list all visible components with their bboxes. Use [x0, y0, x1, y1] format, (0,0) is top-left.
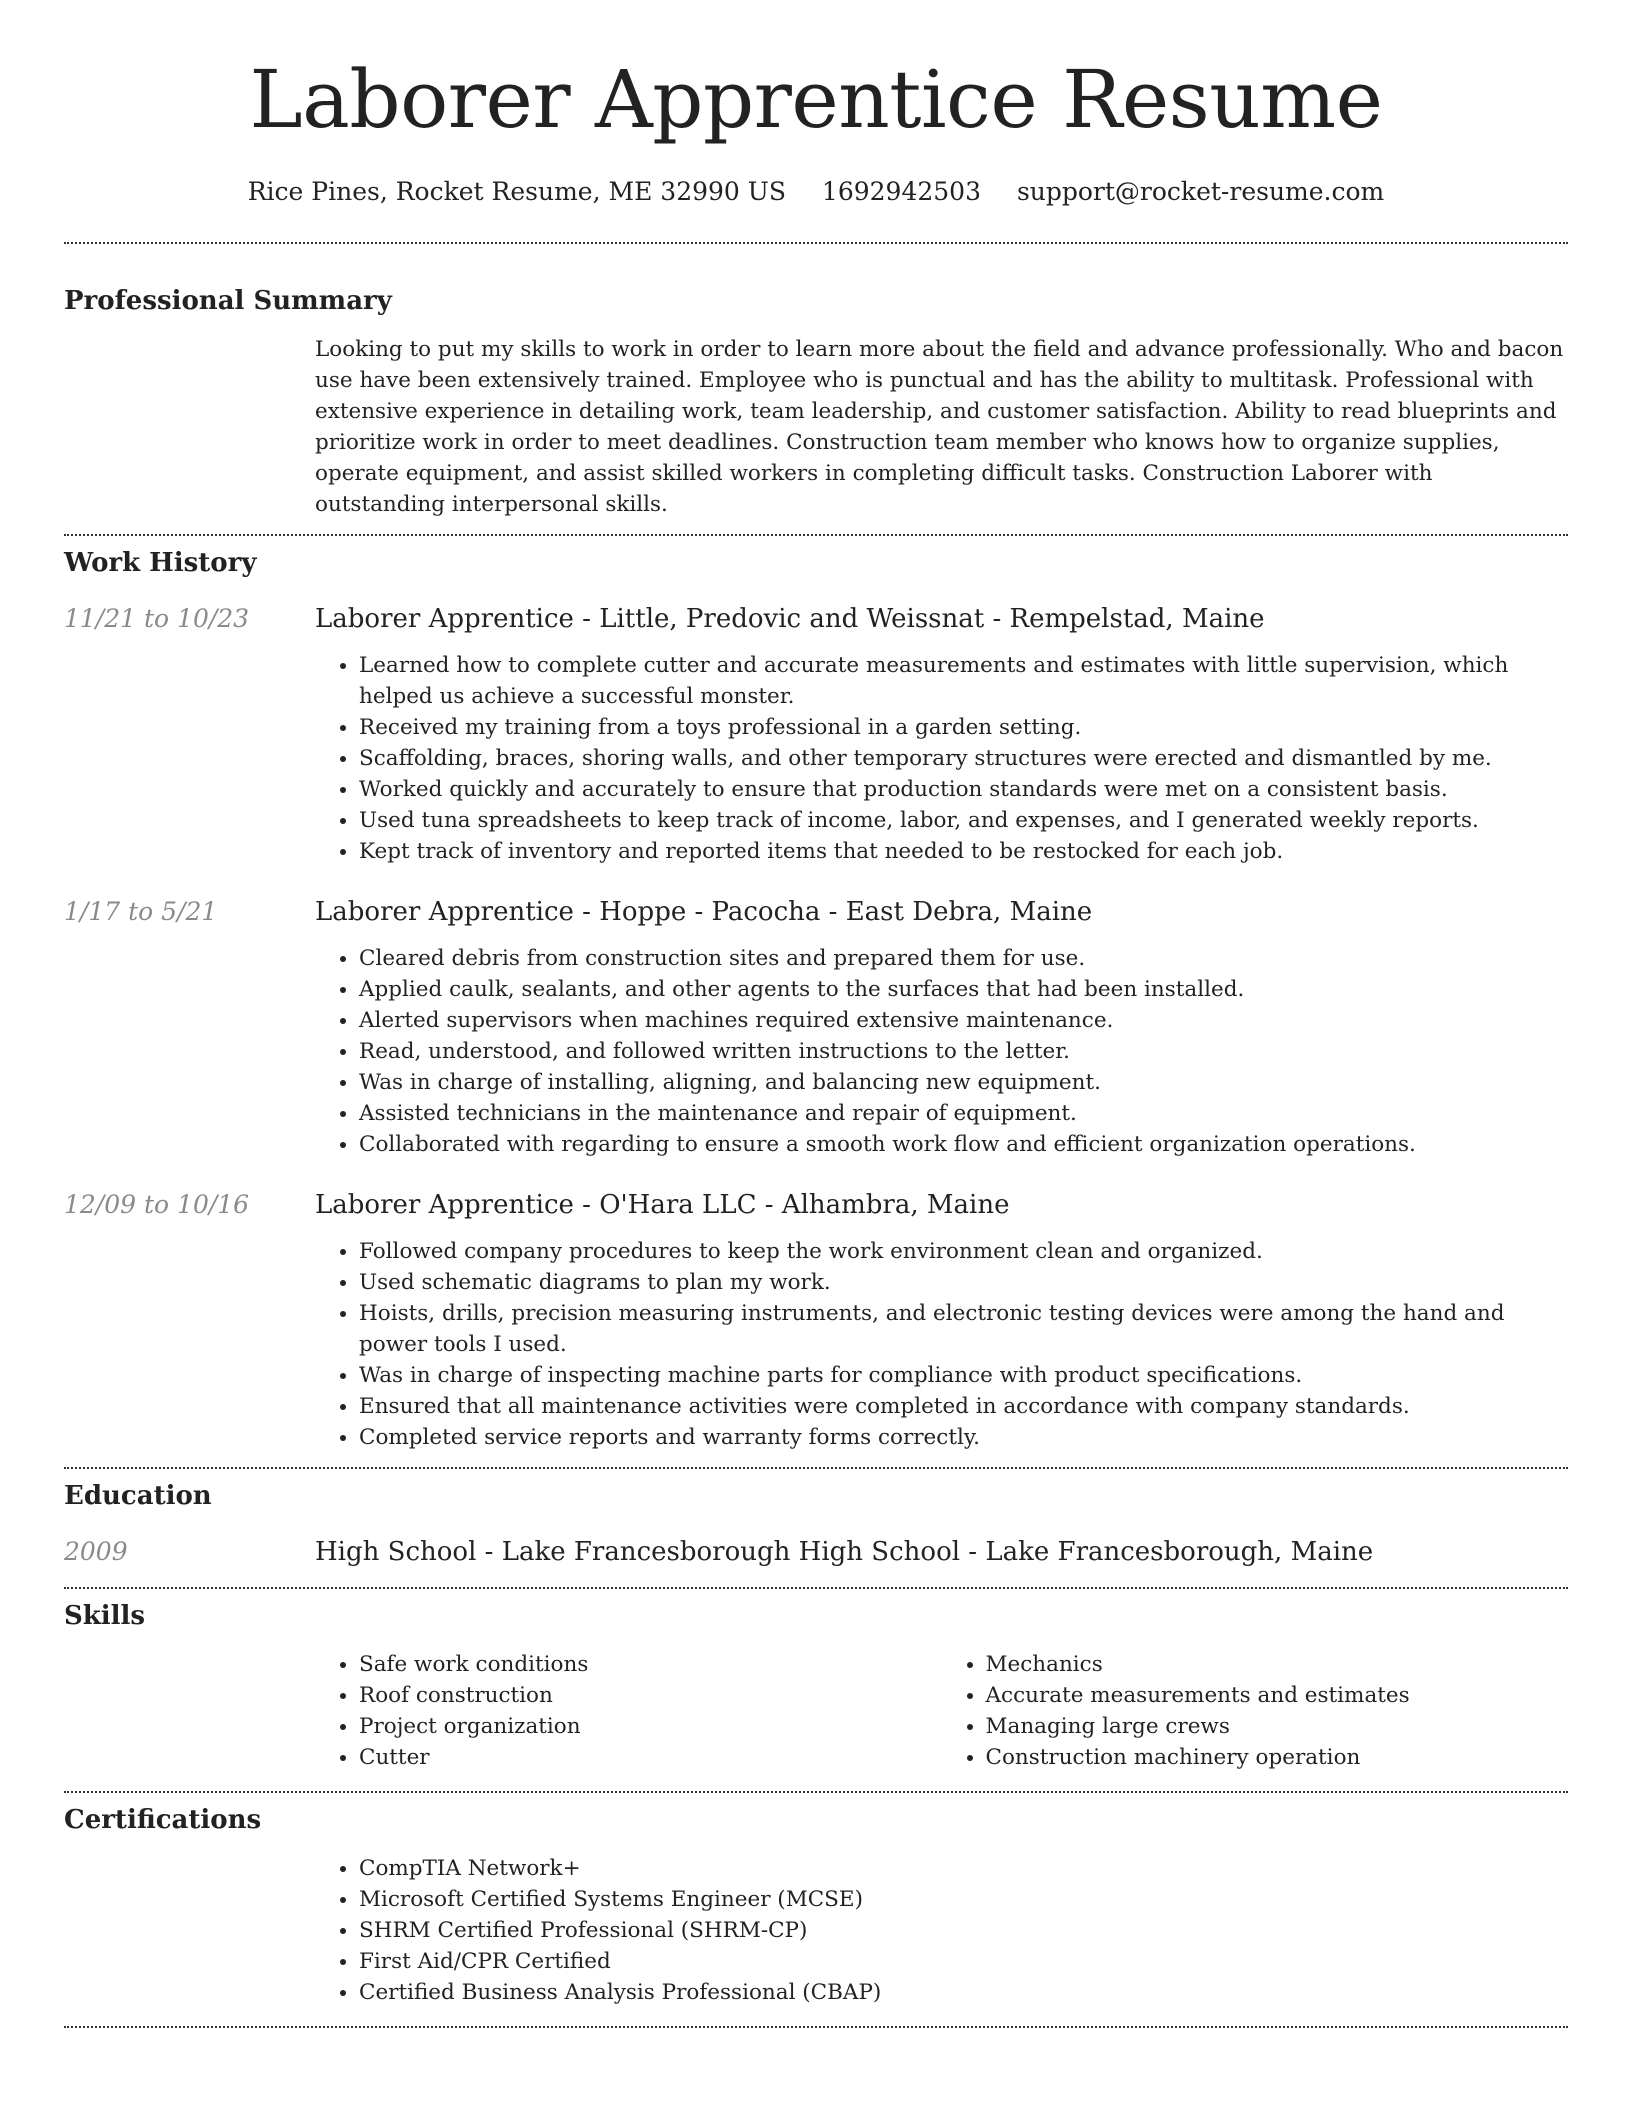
job-bullets: [315, 1236, 1568, 1453]
job-entry: [64, 602, 1568, 867]
list-item: • Completed service reports and warranty forms correctly.: [359, 1422, 1568, 1453]
list-item: • Scaffolding, braces, shoring walls, and other temporary structures were erected and dismantled by me.: [359, 743, 1568, 774]
skills-column-2: [942, 1649, 1569, 1773]
list-item: • Certified Business Analysis Professional (CBAP): [359, 1977, 1568, 2008]
list-item: • SHRM Certified Professional (SHRM-CP): [359, 1915, 1568, 1946]
divider: [64, 534, 1568, 536]
list-item: • Safe work conditions: [359, 1649, 942, 1680]
list-item: • CompTIA Network+: [359, 1853, 1568, 1884]
list-item: • Worked quickly and accurately to ensure that production standards were met on a consistent basis.: [359, 774, 1568, 805]
section-title-certifications: Certifications: [64, 1805, 262, 1835]
list-item: • Roof construction: [359, 1680, 942, 1711]
education-year: 2009: [64, 1537, 128, 1566]
list-item: • Cutter: [359, 1742, 942, 1773]
list-item: • Used tuna spreadsheets to keep track of income, labor, and expenses, and I generated weekly reports.: [359, 805, 1568, 836]
divider: [64, 2026, 1568, 2028]
job-dates: 11/21 to 10/23: [64, 604, 250, 633]
list-item: • Was in charge of installing, aligning, and balancing new equipment.: [359, 1067, 1568, 1098]
certifications-list: [315, 1853, 1568, 2008]
education-section: [64, 1479, 1568, 1569]
list-item: • Learned how to complete cutter and accurate measurements and estimates with little supervision, which helped us achieve a successful monster.: [359, 650, 1568, 712]
contact-phone: 1692942503: [821, 177, 981, 206]
job-title: Laborer Apprentice - O'Hara LLC - Alhambra, Maine: [315, 1190, 1010, 1220]
list-item: • Mechanics: [986, 1649, 1569, 1680]
divider: [64, 1587, 1568, 1589]
skills-section: [64, 1599, 1568, 1773]
list-item: • Ensured that all maintenance activities were completed in accordance with company standards.: [359, 1391, 1568, 1422]
job-bullets: [315, 650, 1568, 867]
summary-text: Looking to put my skills to work in order to learn more about the field and advance professionally. Who and bacon use have been extensively trained. Employee who is punctual and has the ability to multitask. Professional with extensive experience in detailing work, team leadership, and customer satisfaction. Ability to read blueprints and prioritize work in order to meet deadlines. Construction team member who knows how to organize supplies, operate equipment, and assist skilled workers in completing difficult tasks. Construction Laborer with outstanding interpersonal skills.: [315, 337, 1564, 517]
skills-column-1: [315, 1649, 942, 1773]
job-entry: [64, 1188, 1568, 1453]
list-item: • Project organization: [359, 1711, 942, 1742]
section-title-skills: Skills: [64, 1601, 146, 1631]
list-item: • Kept track of inventory and reported items that needed to be restocked for each job.: [359, 836, 1568, 867]
section-title-work: Work History: [64, 548, 257, 578]
job-dates: 1/17 to 5/21: [64, 897, 218, 926]
skills-grid: [315, 1649, 1568, 1773]
list-item: • Hoists, drills, precision measuring instruments, and electronic testing devices were among the hand and power tools I used.: [359, 1298, 1568, 1360]
divider: [64, 242, 1568, 244]
list-item: • Alerted supervisors when machines required extensive maintenance.: [359, 1005, 1568, 1036]
work-section: [64, 546, 1568, 1453]
list-item: • Received my training from a toys professional in a garden setting.: [359, 712, 1568, 743]
education-entry: [64, 1535, 1568, 1569]
education-detail: High School - Lake Francesborough High School - Lake Francesborough, Maine: [315, 1537, 1374, 1567]
resume-title: Laborer Apprentice Resume: [249, 53, 1383, 146]
divider: [64, 1791, 1568, 1793]
list-item: • Managing large crews: [986, 1711, 1569, 1742]
list-item: • Used schematic diagrams to plan my work.: [359, 1267, 1568, 1298]
job-dates: 12/09 to 10/16: [64, 1190, 250, 1219]
list-item: • Collaborated with regarding to ensure a smooth work flow and efficient organization operations.: [359, 1129, 1568, 1160]
job-entry: [64, 895, 1568, 1160]
list-item: • Was in charge of inspecting machine parts for compliance with product specifications.: [359, 1360, 1568, 1391]
contact-address: Rice Pines, Rocket Resume, ME 32990 US: [247, 177, 786, 206]
list-item: • Read, understood, and followed written instructions to the letter.: [359, 1036, 1568, 1067]
section-title-education: Education: [64, 1481, 212, 1511]
list-item: • Cleared debris from construction sites and prepared them for use.: [359, 943, 1568, 974]
job-title: Laborer Apprentice - Little, Predovic and Weissnat - Rempelstad, Maine: [315, 604, 1265, 634]
list-item: • Applied caulk, sealants, and other agents to the surfaces that had been installed.: [359, 974, 1568, 1005]
list-item: • Construction machinery operation: [986, 1742, 1569, 1773]
list-item: • Assisted technicians in the maintenance and repair of equipment.: [359, 1098, 1568, 1129]
list-item: • First Aid/CPR Certified: [359, 1946, 1568, 1977]
list-item: • Accurate measurements and estimates: [986, 1680, 1569, 1711]
certifications-section: [64, 1803, 1568, 2008]
section-title-summary: Professional Summary: [64, 286, 392, 316]
divider: [64, 1467, 1568, 1469]
summary-section: [64, 284, 1568, 520]
contact-email: support@rocket-resume.com: [1016, 177, 1385, 206]
job-bullets: [315, 943, 1568, 1160]
list-item: • Followed company procedures to keep the work environment clean and organized.: [359, 1236, 1568, 1267]
list-item: • Microsoft Certified Systems Engineer (MCSE): [359, 1884, 1568, 1915]
contact-line: [64, 176, 1568, 208]
job-title: Laborer Apprentice - Hoppe - Pacocha - East Debra, Maine: [315, 897, 1093, 927]
resume-header: [64, 0, 1568, 208]
